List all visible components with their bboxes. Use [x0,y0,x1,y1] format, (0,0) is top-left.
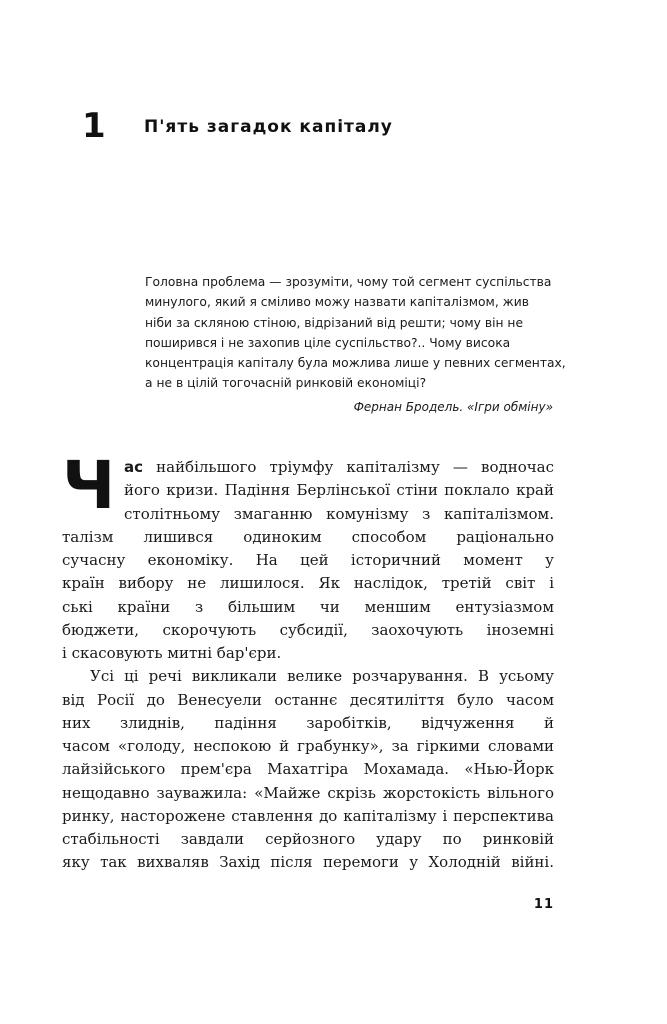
body-line: і скасовують митні бар'єри. [62,644,282,662]
epigraph-line: минулого, який я сміливо можу назвати капіталізмом, жив [145,295,529,310]
body-line: них злиднів, падіння заробітків, відчуження й [62,713,554,732]
body-line: часом «голоду, неспокою й грабунку», за гіркими словами [62,737,554,755]
body-line: бюджети, скорочують субсидії, заохочують іноземні [62,620,554,639]
first-word: ас [124,458,144,476]
body-line: ські країни з більшим чи меншим ентузіазмом [62,597,554,616]
body-line: нещодавно зауважила: «Майже скрізь жорстокість вільного [62,783,554,802]
body-line: ринку, настороженe ставлення до капіталізму і перспектива [62,806,554,825]
epigraph-line: концентрація капіталу була можлива лише у певних сегментах, [145,356,566,371]
body-line: Усі ці речі викликали велике розчарування. В усьому [90,667,554,686]
body-text [62,456,554,875]
body-line: сучасну економіку. На цей історичний момент у [62,551,554,569]
body-line: від Росії до Венесуели останнє десятиліття було часом [62,690,554,709]
body-line: яку так вихваляв Захід після перемоги у Холодній війні. [62,853,554,872]
body-line: талізм лишився одиноким способом раціонально [62,527,554,546]
epigraph-line: Головна проблема — зрозуміти, чому той сегмент суспільства [145,275,552,289]
body-line: столітньому змаганню комунізму з капіталізмом. [124,504,554,523]
body-line: його кризи. Падіння Берлінської стіни поклало край [124,481,554,500]
body-line [62,456,554,479]
body-line: лайзійського прем'єра Махатгіра Мохамада. «Нью-Йорк [62,760,554,779]
body-line: країн вибору не лишилося. Як наслідок, третій світ і [62,574,554,593]
body-line: стабільності завдали серйозного удару по ринковій [62,830,554,848]
body-line-text: найбільшого тріумфу капіталізму — водночас [156,458,554,476]
epigraph-line: поширився і не захопив ціле суспільство?.. Чому висока [145,335,511,350]
chapter-number: 1 [82,106,106,146]
epigraph-line: а не в цілій тогочасній ринковій економіці? [145,376,427,391]
drop-cap: Ч [62,447,116,524]
epigraph [145,272,566,394]
epigraph-source: Фернан Бродель. «Ігри обміну» [353,400,553,414]
page-number: 11 [533,897,554,912]
chapter-title: П'ять загадок капіталу [144,117,393,137]
epigraph-line: ніби за скляною стіною, відрізаний від решти; чому він не [145,315,524,330]
